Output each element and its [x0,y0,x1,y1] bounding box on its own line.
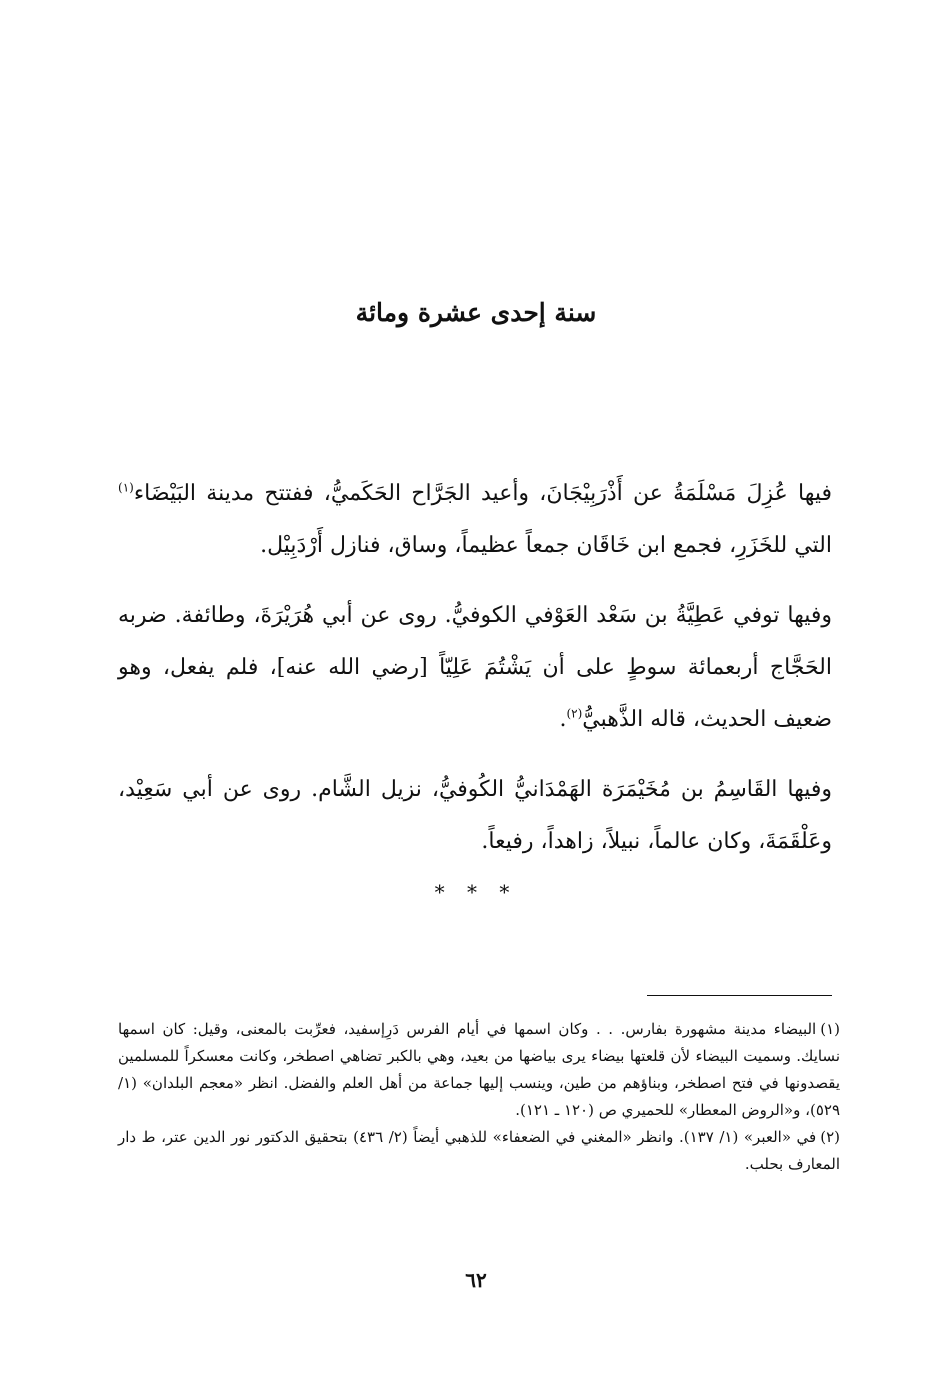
footnote-ref: (٢) [566,706,583,721]
page-title: سنة إحدى عشرة ومائة [355,298,597,327]
footnote-number: (٢) [820,1128,841,1146]
footnote-ref: (١) [118,480,134,495]
paragraph [118,590,832,746]
page-number: ٦٢ [465,1268,487,1292]
paragraph-text: فيها عُزِلَ مَسْلَمَةُ عن أَذْرَبِيْجَانَ، وأعيد الجَرَّاح الحَكَميُّ، ففتتح مدينة البَيْضَاء [133,481,832,506]
paragraph-text: . [559,707,567,732]
footnotes [118,1016,840,1178]
footnote [118,1124,840,1178]
footnote-rule [647,995,832,996]
section-separator: * * * [434,880,518,904]
footnote-number: (١) [820,1020,840,1038]
footnote [118,1016,840,1124]
paragraph [118,468,832,572]
paragraph-text: التي للخَزَرِ، فجمع ابن خَاقَان جمعاً عظيماً، وساق، فنازل أَرْدَبِيْل. [260,533,832,558]
paragraph [118,764,832,868]
paragraph-text: وفيها توفي عَطِيَّةُ بن سَعْد العَوْفي الكوفيُّ. روى عن أبي هُرَيْرَةَ، وطائفة. ضربه الحَجَّاج أربعمائة سوطٍ على أن يَشْتُمَ عَلِيّاً [رضي الله عنه]، فلم يفعل، وهو ضعيف الحديث، قاله الذَّهبيُّ [118,603,832,732]
paragraph-text: وفيها القَاسِمُ بن مُخَيْمَرَة الهَمْدَانيُّ الكُوفيُّ، نزيل الشَّام. روى عن أبي سَعِيْد، وعَلْقَمَةَ، وكان عالماً، نبيلاً، زاهداً، رفيعاً. [118,777,832,854]
footnote-text: البيضاء مدينة مشهورة بفارس. . . وكان اسمها في أيام الفرس دَرِإسفيد، فعرِّبت بالمعنى، وقيل: كان اسمها نسايك. وسميت البيضاء لأن قلعتها بيضاء يرى بياضها من بعيد، وهي بالكبر تضاهي اصطخر، وكانت معسكراً للمسلمين يقصدونها في فتح اصطخر، وبناؤهم من طين، وينسب إليها جماعة من أهل العلم والفضل. انظر «معجم البلدان» (١/ ٥٢٩)، و«الروض المعطار» للحميري ص (١٢٠ ـ ١٢١). [118,1020,840,1119]
footnote-text: في «العبر» (١/ ١٣٧). وانظر «المغني في الضعفاء» للذهبي أيضاً (٢/ ٤٣٦) بتحقيق الدكتور نور الدين عتر، ط دار المعارف بحلب. [118,1128,840,1173]
main-text [118,468,832,886]
